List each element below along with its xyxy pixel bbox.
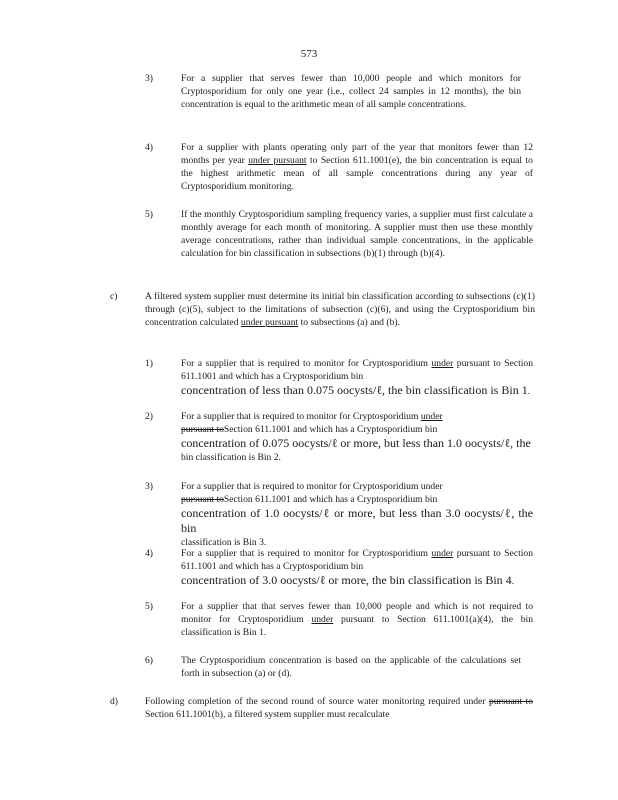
section-d-text: Following completion of the second round of source water monitoring required under pursuant to Section 611.1001(b), a filtered system supplier must recalculate [145,696,534,720]
underline-insert: under [311,614,334,625]
c6-text: The Cryptosporidium concentration is based on the applicable of the calculations set forth in subsection (a) or (d). [181,655,521,679]
c3-text: For a supplier that is required to monitor for Cryptosporidium under pursuant toSection 611.1001 and which has a Cryptosporidium bin concentration of 1.0 oocysts/ℓ or more, but less than 3.0 oocysts/ℓ, the bin classification is Bin 3. [181,481,533,548]
c1-text: For a supplier that is required to monitor for Cryptosporidium under pursuant to Section 611.1001 and which has a Cryptosporidium bin concentration of less than 0.075 oocysts/ℓ, the bin classification is Bin 1. [181,358,534,397]
c1-label: 1) [145,358,153,369]
c3-label: 3) [145,481,153,492]
item-5-text: If the monthly Cryptosporidium sampling frequency varies, a supplier must first calculate a monthly average for each month of monitoring. A supplier must then use these monthly average concentrations, rather than individual sample concentrations, in the applicable calculation for bin classification in subsections (b)(1) through (b)(4). [181,209,533,259]
item-3-text: For a supplier that serves fewer than 10,000 people and which monitors for Cryptosporidium for only one year (i.e., collect 24 samples in 12 months), the bin concentration is equal to the arithmetic mean of all sample concentrations. [181,73,521,110]
c6-label: 6) [145,655,153,666]
c4-label: 4) [145,548,153,559]
underline-insert: under pursuant [248,155,307,166]
c4-text: For a supplier that is required to monitor for Cryptosporidium under pursuant to Section 611.1001 and which has a Cryptosporidium bin concentration of 3.0 oocysts/ℓ or more, the bin classification is Bin 4. [181,548,534,587]
section-c-label: c) [110,291,118,302]
page-number: 573 [300,48,318,60]
item-4-text: For a supplier with plants operating only part of the year that monitors fewer than 12 months per year under pursuant to Section 611.1001(e), the bin concentration is equal to the highest arithmetic mean of all sample concentrations during any year of Cryptosporidium monitoring. [181,142,533,192]
c2-label: 2) [145,411,153,422]
strikethrough-delete: pursuant to [489,696,534,707]
item-4-label: 4) [145,142,153,153]
strikethrough-delete: pursuant to [181,494,224,505]
strikethrough-delete: pursuant to [181,424,224,435]
c5-text: For a supplier that that serves fewer than 10,000 people and which is not required to monitor for Cryptosporidium under pursuant to Section 611.1001(a)(4), the bin classification is Bin 1. [181,601,533,638]
underline-insert: under [420,411,443,422]
c5-label: 5) [145,601,153,612]
item-3-label: 3) [145,73,153,84]
underline-insert: under pursuant [240,317,299,328]
c2-text: For a supplier that is required to monitor for Cryptosporidium under pursuant toSection 611.1001 and which has a Cryptosporidium bin concentration of 0.075 oocysts/ℓ or more, but less than 1.0 oocysts/ℓ, the bin classification is Bin 2. [181,411,531,463]
underline-insert: under [431,358,454,369]
underline-insert: under [431,548,454,559]
section-c-text: A filtered system supplier must determine its initial bin classification according to subsections (c)(1) through (c)(5), subject to the limitations of subsection (c)(6), and using the Cryptosporidium bin concentration calculated under pursuant to subsections (a) and (b). [145,291,535,328]
item-5-label: 5) [145,209,153,220]
section-d-label: d) [110,696,118,707]
